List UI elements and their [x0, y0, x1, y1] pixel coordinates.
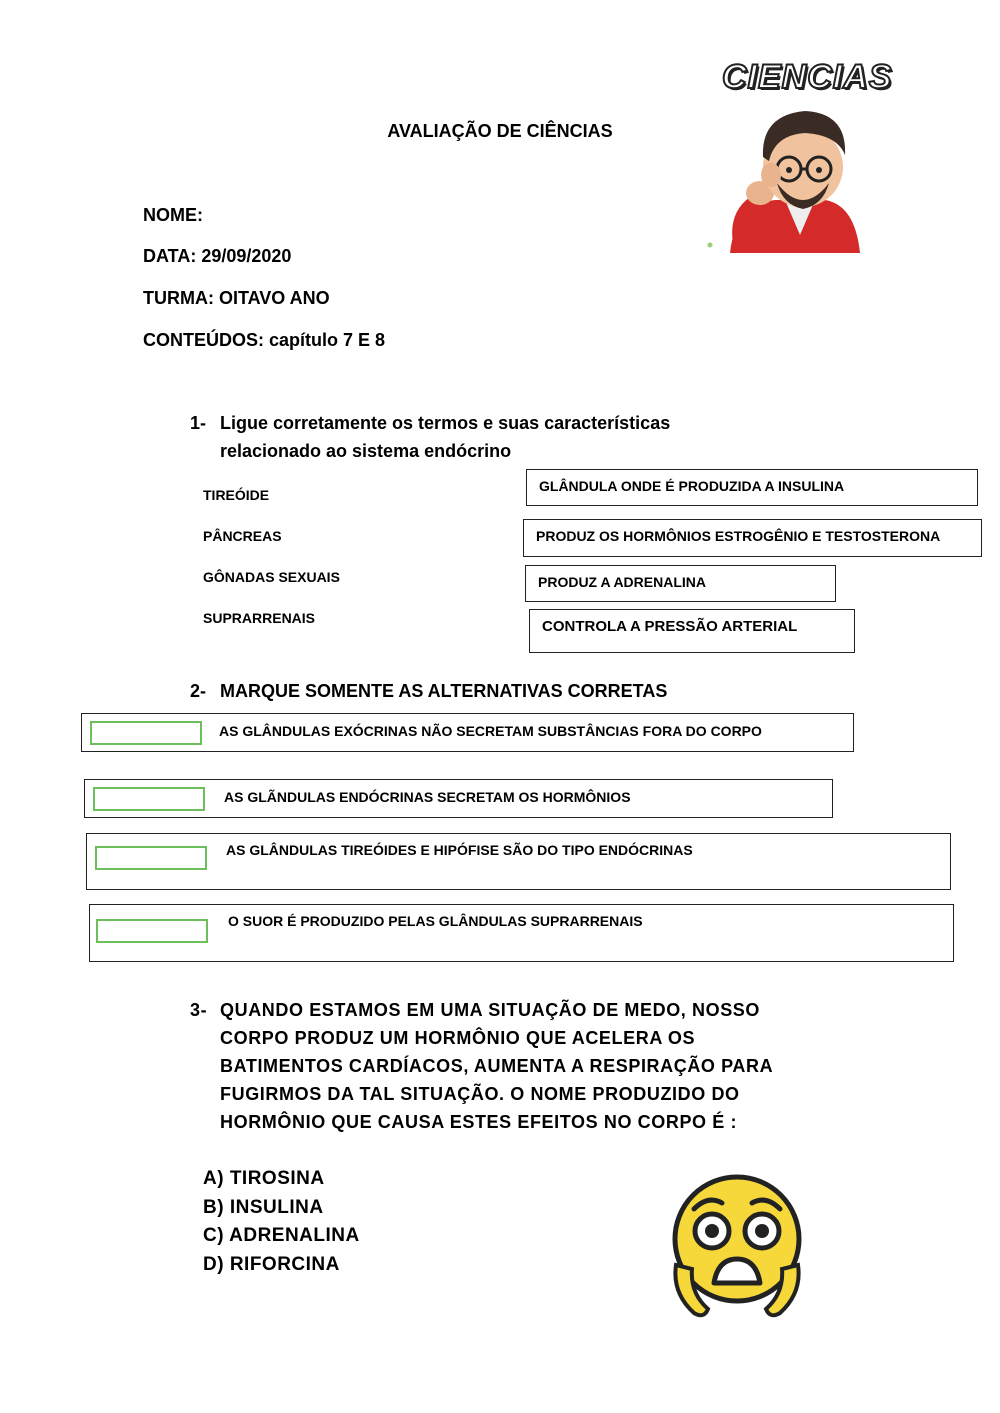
- class-field: TURMA: OITAVO ANO: [143, 288, 330, 308]
- term-pancreas[interactable]: PÂNCREAS: [203, 528, 282, 544]
- option-label-3: AS GLÂNDULAS TIREÓIDES E HIPÓFISE SÃO DO TIPO ENDÓCRINAS: [226, 842, 693, 858]
- option-row-2: [84, 779, 833, 818]
- option-row-3: [86, 833, 951, 890]
- definition-text: PRODUZ A ADRENALINA: [538, 574, 706, 590]
- term-tireoide[interactable]: TIREÓIDE: [203, 487, 270, 503]
- option-label-4: O SUOR É PRODUZIDO PELAS GLÂNDULAS SUPRARRENAIS: [228, 913, 643, 929]
- question-1-line2: relacionado ao sistema endócrino: [220, 441, 512, 461]
- question-2-number: 2-: [190, 681, 207, 701]
- answer-d[interactable]: D) RIFORCINA: [203, 1253, 340, 1275]
- question-3: [190, 996, 856, 1136]
- scared-emoji-image: [668, 1173, 806, 1319]
- definition-text: PRODUZ OS HORMÔNIOS ESTROGÊNIO E TESTOSTERONA: [536, 528, 941, 544]
- answer-c[interactable]: C) ADRENALINA: [203, 1225, 360, 1246]
- question-1: [190, 409, 810, 465]
- option-checkbox-1[interactable]: [90, 721, 202, 745]
- question-3-line5: HORMÔNIO QUE CAUSA ESTES EFEITOS NO CORPO É :: [220, 1112, 738, 1132]
- term-gonadas[interactable]: GÔNADAS SEXUAIS: [203, 569, 340, 585]
- date-field: DATA: 29/09/2020: [143, 246, 292, 266]
- option-label-2: AS GLÃNDULAS ENDÓCRINAS SECRETAM OS HORMÔNIOS: [224, 789, 631, 805]
- answer-b[interactable]: B) INSULINA: [203, 1196, 324, 1218]
- definition-text: CONTROLA A PRESSÃO ARTERIAL: [542, 618, 798, 635]
- contents-field: CONTEÚDOS: capítulo 7 E 8: [143, 330, 386, 350]
- ciencias-logo: CIENCIAS: [722, 58, 893, 96]
- definition-box-hormonios-sexuais[interactable]: [523, 519, 982, 557]
- option-checkbox-3[interactable]: [95, 846, 207, 870]
- option-row-1: [81, 713, 854, 752]
- definition-text: GLÂNDULA ONDE É PRODUZIDA A INSULINA: [539, 478, 845, 494]
- name-field: NOME:: [143, 205, 203, 225]
- page-title: AVALIAÇÃO DE CIÊNCIAS: [387, 121, 613, 141]
- question-1-number: 1-: [190, 413, 207, 433]
- definition-box-adrenalina[interactable]: [525, 565, 836, 602]
- question-3-number: 3-: [190, 1000, 208, 1020]
- term-suprarrenais[interactable]: SUPRARRENAIS: [203, 610, 316, 626]
- question-1-line1: Ligue corretamente os termos e suas características: [220, 413, 671, 433]
- option-checkbox-2[interactable]: [93, 787, 205, 811]
- option-checkbox-4[interactable]: [96, 919, 208, 943]
- definition-box-pressao[interactable]: [529, 609, 855, 653]
- question-3-line3: BATIMENTOS CARDÍACOS, AUMENTA A RESPIRAÇÃO PARA: [220, 1056, 774, 1076]
- question-3-line1: QUANDO ESTAMOS EM UMA SITUAÇÃO DE MEDO, NOSSO: [220, 1000, 761, 1020]
- option-row-4: [89, 904, 954, 962]
- question-3-line4: FUGIRMOS DA TAL SITUAÇÃO. O NOME PRODUZIDO DO: [220, 1084, 740, 1104]
- question-2-text: MARQUE SOMENTE AS ALTERNATIVAS CORRETAS: [220, 681, 668, 701]
- answer-a[interactable]: A) TIROSINA: [203, 1168, 325, 1189]
- question-3-line2: CORPO PRODUZ UM HORMÔNIO QUE ACELERA OS: [220, 1028, 696, 1048]
- definition-box-insulina[interactable]: [526, 469, 978, 506]
- question-3-answers: [203, 1165, 360, 1279]
- option-label-1: AS GLÂNDULAS EXÓCRINAS NÃO SECRETAM SUBSTÂNCIAS FORA DO CORPO: [219, 723, 762, 739]
- question-2: [190, 677, 810, 705]
